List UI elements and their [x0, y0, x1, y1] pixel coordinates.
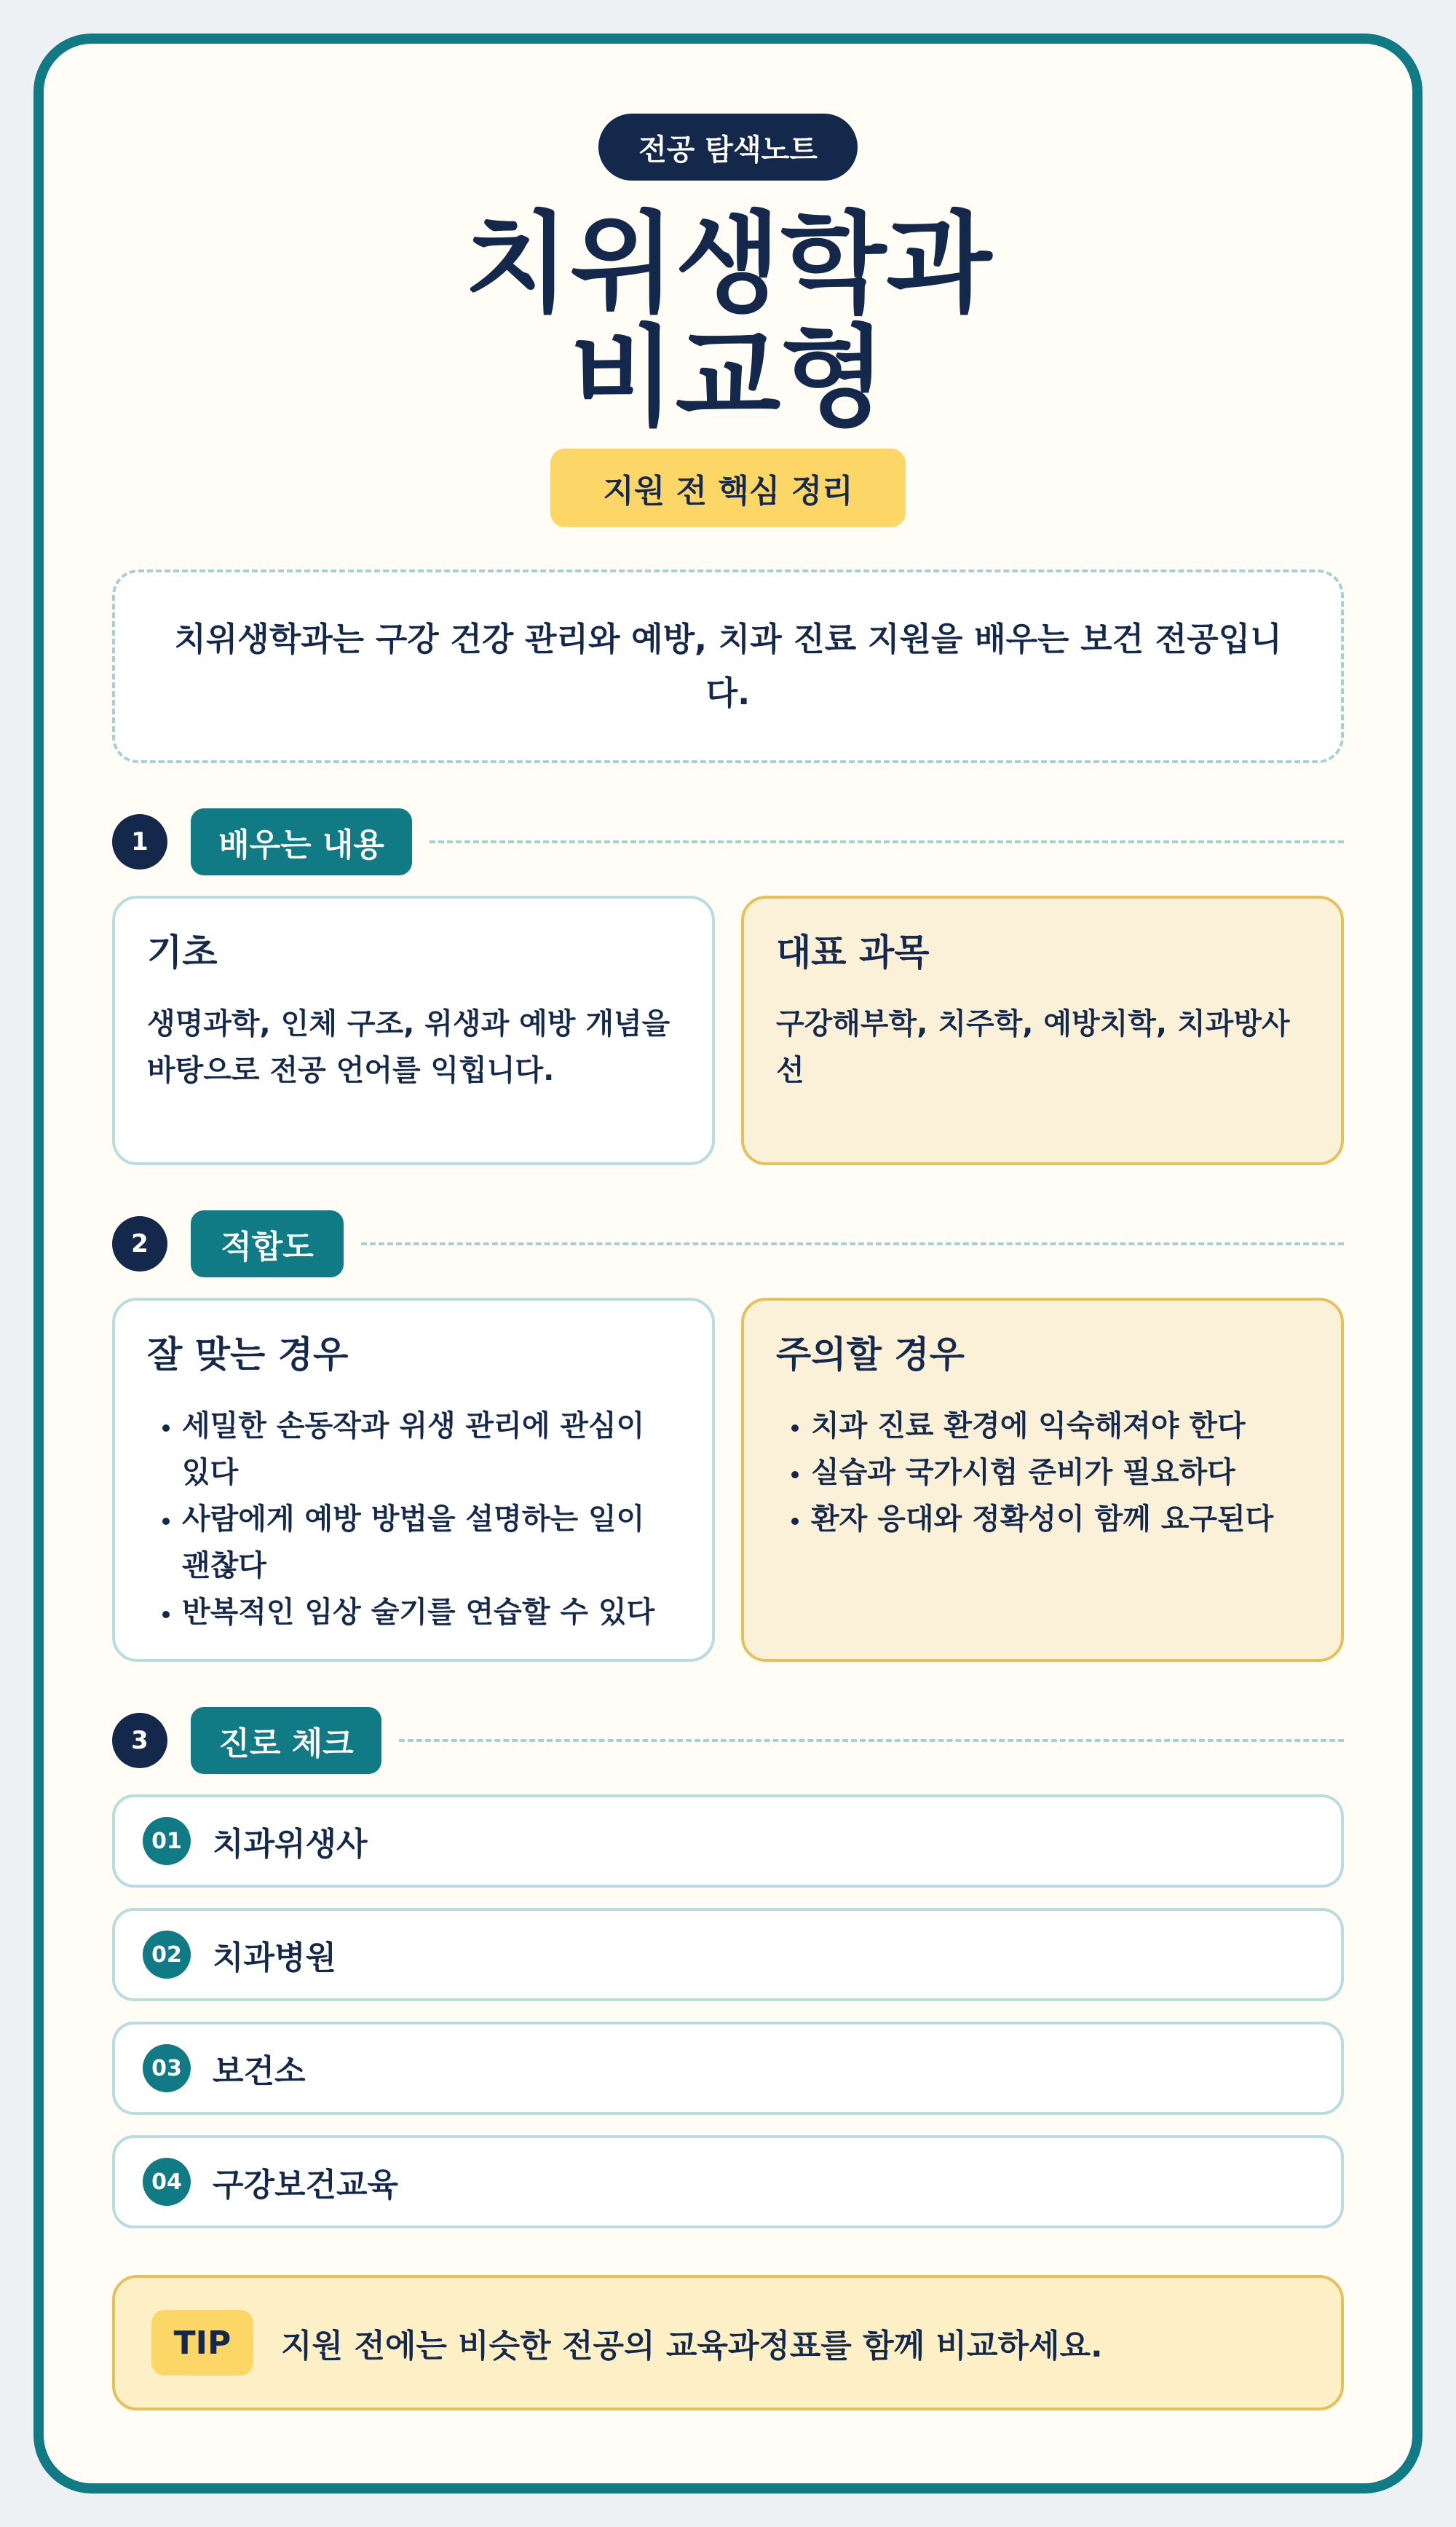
career-label: 치과위생사 [213, 1826, 368, 1863]
section-3-number: 3 [112, 1713, 167, 1768]
learning-basics-text: 생명과학, 인체 구조, 위생과 예방 개념을 바탕으로 전공 언어를 익힙니다. [147, 1007, 670, 1087]
section-1-divider [430, 840, 1344, 843]
good-fit-list [147, 1403, 680, 1636]
page-title-line1: 치위생학과 [464, 201, 992, 328]
section-1-number: 1 [112, 814, 167, 870]
note-label-pill: 전공 탐색노트 [598, 114, 858, 181]
learning-basics-card [112, 896, 715, 1165]
section-3-divider [399, 1739, 1344, 1742]
tip-tag: TIP [151, 2310, 253, 2376]
career-number-badge: 04 [143, 2158, 191, 2206]
good-fit-item: • 사람에게 예방 방법을 설명하는 일이 괜찮다 [182, 1496, 680, 1589]
good-fit-card [112, 1298, 715, 1662]
good-fit-heading: 잘 맞는 경우 [147, 1333, 349, 1376]
section-1-title: 배우는 내용 [191, 808, 412, 875]
career-number-badge: 01 [143, 1817, 191, 1865]
representative-subjects-heading: 대표 과목 [776, 931, 930, 974]
caution-item: • 환자 응대와 정확성이 함께 요구된다 [811, 1496, 1309, 1542]
good-fit-item: • 반복적인 임상 술기를 연습할 수 있다 [182, 1589, 680, 1636]
career-item [112, 2022, 1344, 2115]
section-2-title: 적합도 [191, 1210, 344, 1277]
section-2-number: 2 [112, 1216, 167, 1272]
career-label: 치과병원 [213, 1939, 337, 1976]
learning-basics-heading: 기초 [147, 931, 218, 974]
career-item [112, 1794, 1344, 1888]
caution-card [741, 1298, 1344, 1662]
career-item [112, 1908, 1344, 2001]
career-item [112, 2135, 1344, 2228]
tip-box [112, 2275, 1344, 2410]
tip-text: 지원 전에는 비슷한 전공의 교육과정표를 함께 비교하세요. [281, 2327, 1103, 2365]
caution-list [776, 1403, 1309, 1542]
good-fit-item: • 세밀한 손동작과 위생 관리에 관심이 있다 [182, 1403, 680, 1496]
intro-box [112, 569, 1344, 763]
caution-item: • 치과 진료 환경에 익숙해져야 한다 [811, 1403, 1309, 1449]
caution-heading: 주의할 경우 [776, 1333, 965, 1376]
representative-subjects-text: 구강해부학, 치주학, 예방치학, 치과방사선 [776, 1007, 1290, 1087]
intro-text: 치위생학과는 구강 건강 관리와 예방, 치과 진료 지원을 배우는 보건 전공입니다. [174, 620, 1282, 712]
career-number-badge: 03 [143, 2044, 191, 2092]
page-title-line2: 비교형 [569, 315, 887, 441]
career-number-badge: 02 [143, 1931, 191, 1979]
caution-item: • 실습과 국가시험 준비가 필요하다 [811, 1449, 1309, 1496]
page-subtitle: 지원 전 핵심 정리 [550, 449, 906, 527]
career-label: 구강보건교육 [213, 2167, 399, 2204]
section-3-title: 진로 체크 [191, 1707, 381, 1774]
section-2-divider [361, 1242, 1344, 1245]
representative-subjects-card [741, 896, 1344, 1165]
career-label: 보건소 [213, 2053, 306, 2090]
